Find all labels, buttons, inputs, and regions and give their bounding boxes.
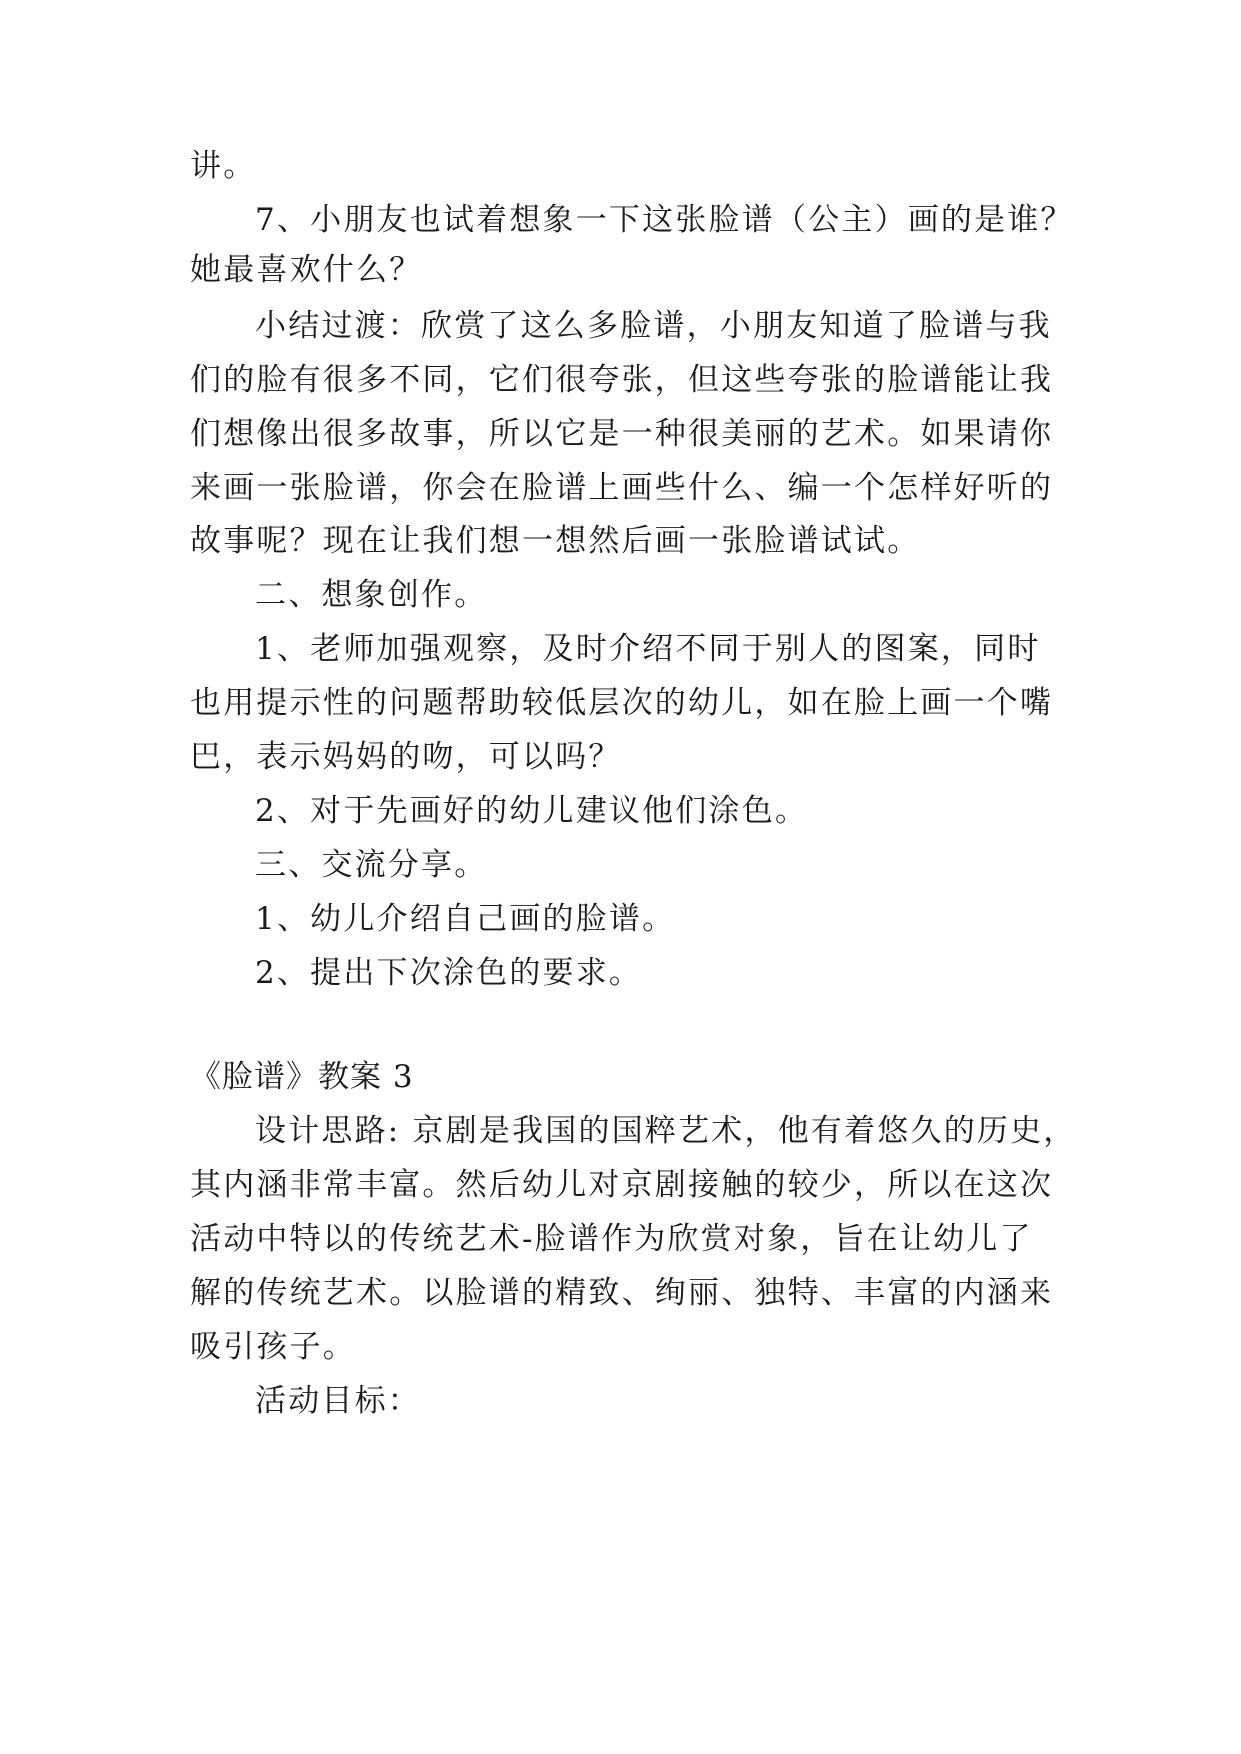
section-3-title: 三、交流分享。 [255,847,488,883]
summary-line-2: 们的脸有很多不同，它们很夸张，但这些夸张的脸谱能让我 [190,362,1054,398]
section-2-item-1-line-3: 巴，表示妈妈的吻，可以吗？ [190,739,622,775]
summary-line-3: 们想像出很多故事，所以它是一种很美丽的艺术。如果请你 [190,416,1054,452]
section-2-item-1-line-2: 也用提示性的问题帮助较低层次的幼儿，如在脸上画一个嘴 [190,685,1054,721]
section-2-item-2: 2、对于先画好的幼儿建议他们涂色。 [255,793,809,829]
design-line-3: 活动中特以的传统艺术-脸谱作为欣赏对象，旨在让幼儿了 [190,1221,1033,1257]
design-line-4: 解的传统艺术。以脸谱的精致、绚丽、独特、丰富的内涵来 [190,1275,1054,1311]
section-2-item-1-line-1: 1、老师加强观察，及时介绍不同于别人的图案，同时 [255,631,1041,667]
summary-line-4: 来画一张脸谱，你会在脸谱上画些什么、编一个怎样好听的 [190,470,1054,506]
design-line-2: 其内涵非常丰富。然后幼儿对京剧接触的较少，所以在这次 [190,1167,1054,1203]
section-3-item-1: 1、幼儿介绍自己画的脸谱。 [255,901,676,937]
question-7-line-2: 她最喜欢什么？ [190,252,423,288]
summary-line-1: 小结过渡：欣赏了这么多脸谱，小朋友知道了脸谱与我 [255,308,1052,344]
goals-label: 活动目标： [255,1383,421,1419]
question-7-line-1: 7、小朋友也试着想象一下这张脸谱（公主）画的是谁？ [255,202,1074,238]
summary-line-5: 故事呢？现在让我们想一想然后画一张脸谱试试。 [190,523,921,559]
section-2-title: 二、想象创作。 [255,577,488,613]
continuation-text: 讲。 [190,148,257,184]
design-line-5: 吸引孩子。 [190,1329,356,1365]
design-line-1: 设计思路: 京剧是我国的国粹艺术，他有着悠久的历史， [255,1113,1077,1149]
section-3-item-2: 2、提出下次涂色的要求。 [255,955,643,991]
lesson-3-title: 《脸谱》教案 3 [190,1059,414,1095]
